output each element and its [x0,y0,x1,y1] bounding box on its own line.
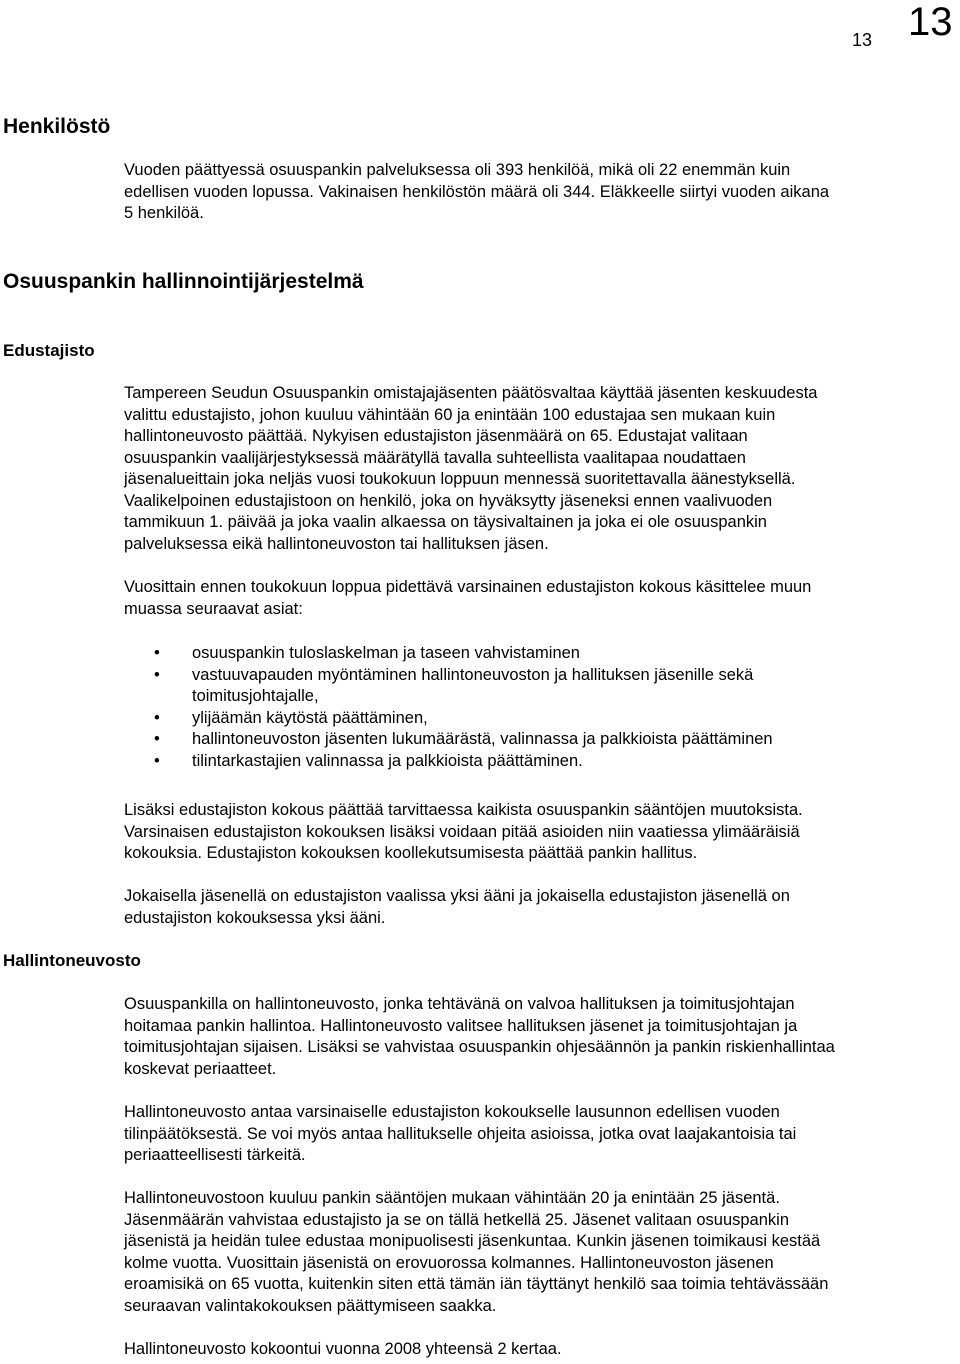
bullet-icon: • [154,751,160,770]
text-line: Hallintoneuvostoon kuuluu pankin sääntöjen mukaan vähintään 20 ja enintään 25 jäsentä. [124,1189,780,1207]
hallintoneuvosto-paragraph-1 [124,994,954,1080]
edustajisto-paragraph-1 [124,383,954,555]
edustajisto-paragraph-4 [124,886,954,929]
text-line: Varsinaisen edustajiston kokouksen lisäksi voidaan pitää asioiden niin vaatiessa ylimääräisiä [124,822,800,841]
edustajisto-agenda-list [124,643,904,772]
text-line: osuuspankin vaalijärjestyksessä määrätyllä tavalla suhteellista vaalitapaa noudattaen [124,448,746,467]
text-line: Vuoden päättyessä osuuspankin palveluksessa oli 393 henkilöä, mikä oli 22 enemmän kuin [124,161,791,179]
text-line: Jokaisella jäsenellä on edustajiston vaalissa yksi ääni ja jokaisella edustajiston jäsenellä on [124,887,790,905]
page-number-small: 13 [852,30,873,50]
edustajisto-heading: Edustajisto [3,341,95,360]
bullet-icon: • [154,708,160,727]
henkilosto-paragraph [124,160,954,225]
text-line: Tampereen Seudun Osuuspankin omistajajäsenten päätösvaltaa käyttää jäsenten keskuudesta [124,384,818,402]
text-line: koskevat periaatteet. [124,1059,277,1078]
edustajisto-paragraph-2 [124,577,954,620]
edustajisto-paragraph-3 [124,800,954,865]
page-number-large: 13 [908,0,953,44]
text-line: Vuosittain ennen toukokuun loppua pidettävä varsinainen edustajiston kokous käsittelee muun [124,578,812,596]
list-item: • hallintoneuvoston jäsenten lukumäärästä, valinnassa ja palkkioista päättäminen [124,729,904,751]
bullet-icon: • [154,730,160,748]
list-item: • tilintarkastajien valinnassa ja palkkioista päättäminen. [124,751,904,773]
text-line: periaatteellisesti tärkeitä. [124,1146,306,1164]
text-line: toimitusjohtajan sijaisen. Lisäksi se vahvistaa osuuspankin ohjesäännön ja pankin riskienhallintaa [124,1038,835,1056]
text-line: edellisen vuoden lopussa. Vakinaisen henkilöstön määrä oli 344. Eläkkeelle siirtyi vuoden aikana [124,182,830,201]
text-line: kokouksia. Edustajiston kokouksen koollekutsumisesta päättää pankin hallitus. [124,844,698,862]
hallintoneuvosto-paragraph-2 [124,1102,954,1167]
text-line: Lisäksi edustajiston kokous päättää tarvittaessa kaikista osuuspankin sääntöjen muutoksista. [124,801,803,819]
text-line: Hallintoneuvosto antaa varsinaiselle edustajiston kokoukselle lausunnon edellisen vuoden [124,1103,780,1121]
list-item: • vastuuvapauden myöntäminen hallintoneuvoston ja hallituksen jäsenille sekä toimitusjohtajalle, [154,665,754,705]
text-line: seuraavan valintakokouksen päättymiseen saakka. [124,1296,497,1315]
text-line: kolme vuotta. Vuosittain jäsenistä on erovuorossa kolmannes. Hallintoneuvoston jäsenen [124,1253,774,1272]
text-line: eroamisikä on 65 vuotta, kuitenkin siten että tämän iän täyttänyt henkilö saa toimia tehtävässään [124,1275,829,1293]
hallinto-heading: Osuuspankin hallinnointijärjestelmä [3,270,364,293]
text-line: jäsenistä ja heidän tulee edustaa monipuolisesti jäsenkuntaa. Kunkin jäsenen toimikausi kestää [124,1232,821,1250]
text-line: 5 henkilöä. [124,204,204,222]
bullet-icon: • [154,665,160,684]
text-line: Osuuspankilla on hallintoneuvosto, jonka tehtävänä on valvoa hallituksen ja toimitusjohtajan [124,995,795,1013]
text-line: Vaalikelpoinen edustajistoon on henkilö, joka on hyväksytty jäseneksi ennen vaalivuoden [124,491,773,510]
text-line: jäsenalueittain joka neljäs vuosi toukokuun loppuun mennessä suoritettavalla äänestyksellä. [124,470,796,488]
text-line: edustajiston kokouksessa yksi ääni. [124,908,386,927]
list-item: • osuuspankin tuloslaskelman ja taseen vahvistaminen [124,643,904,665]
text-line: hoitamaa pankin hallintoa. Hallintoneuvosto valitsee hallituksen jäsenet ja toimitusjohtajan ja [124,1016,798,1035]
bullet-icon: • [154,644,160,662]
text-line: valittu edustajisto, johon kuuluu vähintään 60 ja enintään 100 edustajaa sen mukaan kuin [124,405,776,424]
text-line: hallintoneuvosto päättää. Nykyisen edustajiston jäsenmäärä on 65. Edustajat valitaan [124,427,748,445]
hallintoneuvosto-paragraph-4 [124,1339,954,1361]
hallintoneuvosto-paragraph-3 [124,1188,954,1317]
text-line: tammikuun 1. päivää ja joka vaalin alkaessa on täysivaltainen ja joka ei ole osuuspankin [124,513,767,531]
text-line: tilinpäätöksestä. Se voi myös antaa hallitukselle ohjeita asioissa, jotka ovat laajakantoisia tai [124,1124,797,1143]
hallintoneuvosto-heading: Hallintoneuvosto [3,951,141,970]
text-line: palveluksessa eikä hallintoneuvoston tai hallituksen jäsen. [124,534,549,553]
text-line: muassa seuraavat asiat: [124,599,303,618]
list-item: • ylijäämän käytöstä päättäminen, [124,708,904,730]
text-line: Jäsenmäärän vahvistaa edustajisto ja se on tällä hetkellä 25. Jäsenet valitaan osuuspankin [124,1210,790,1229]
henkilosto-heading: Henkilöstö [3,115,111,138]
text-line: Hallintoneuvosto kokoontui vuonna 2008 yhteensä 2 kertaa. [124,1340,562,1358]
